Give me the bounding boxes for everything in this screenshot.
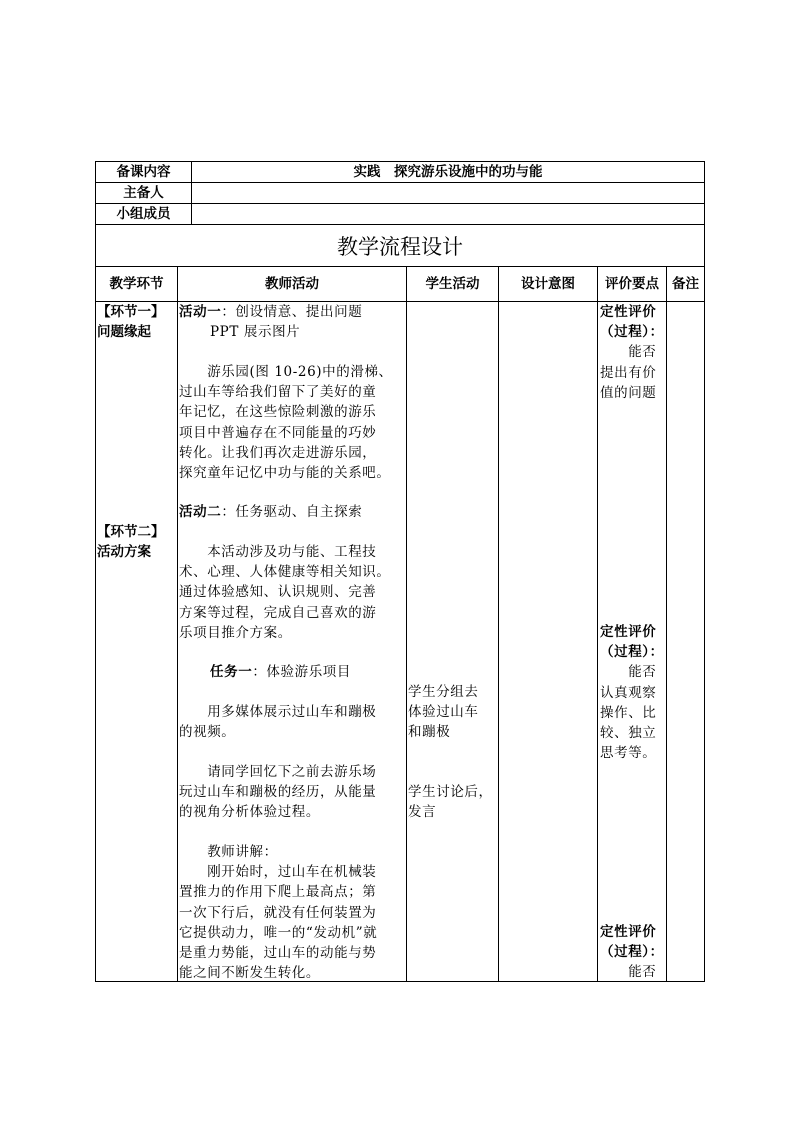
grid-line — [406, 266, 407, 982]
grid-line — [704, 161, 705, 982]
activity-two-paragraph: 本活动涉及功与能、工程技 术、心理、人体健康等相关知识。 通过体验感知、认识规则、完善 方案等过程，完成自己喜欢的游 乐项目推介方案。 — [179, 544, 391, 641]
activity-one-line: PPT 展示图片 — [210, 324, 301, 340]
evaluation-block-three: 定性评价 （过程）： 能否 — [600, 924, 664, 981]
group-members-label: 小组成员 — [116, 206, 171, 222]
section-title: 教学流程设计 — [337, 235, 463, 259]
stage-name: 活动方案 — [97, 544, 151, 560]
column-header: 教师活动 — [265, 276, 319, 292]
teacher-explanation-paragraph: 教师讲解： 刚开始时，过山车在机械装 置推力的作用下爬上最高点；第 一次下行后，就没有任何装置为 它提供动力，唯一的“发动机”就 是重力势能，过山车的动能与势 能之间不断发生转化。 — [179, 844, 378, 982]
grid-line — [597, 266, 598, 982]
column-header: 设计意图 — [521, 276, 575, 292]
stage-tag: 【环节二】 — [97, 524, 165, 540]
evaluation-block-two: 定性评价 （过程）： 能否 认真观察 操作、比 较、独立 思考等。 — [600, 624, 664, 762]
evaluation-block-one: 定性评价 （过程）： 能否 提出有价 值的问题 — [600, 304, 664, 401]
grid-line — [666, 266, 667, 982]
task-one-title: 任务一：体验游乐项目 — [210, 664, 352, 680]
prep-content-value: 实践 探究游乐设施中的功与能 — [353, 164, 543, 180]
stage-tag: 【环节一】 — [97, 304, 165, 320]
column-header: 教学环节 — [109, 276, 164, 292]
multimedia-paragraph: 用多媒体展示过山车和蹦极 的视频。 — [179, 704, 377, 741]
column-header: 评价要点 — [605, 276, 659, 292]
grid-line — [177, 266, 178, 982]
lead-teacher-label: 主备人 — [123, 185, 164, 201]
column-header: 备注 — [672, 276, 699, 292]
student-activity-group-visit: 学生分组去 体验过山车 和蹦极 — [408, 684, 479, 741]
grid-line — [498, 266, 499, 982]
activity-one-paragraph: 游乐园(图 10-26)中的滑梯、 过山车等给我们留下了美好的童 年记忆，在这些惊险刺激的游乐 项目中普遍存在不同能量的巧妙 转化。让我们再次走进游乐园， 探究童年记忆中功与能的关系吧。 — [179, 364, 393, 482]
activity-two-title: 活动二：任务驱动、自主探索 — [179, 504, 363, 520]
grid-line — [95, 266, 705, 267]
student-activity-discussion: 学生讨论后， 发言 — [408, 784, 493, 821]
column-header: 学生活动 — [425, 276, 480, 292]
recall-paragraph: 请同学回忆下之前去游乐场 玩过山车和蹦极的经历，从能量 的视角分析体验过程。 — [179, 764, 377, 821]
prep-content-label: 备课内容 — [116, 164, 171, 180]
grid-line — [95, 224, 705, 225]
stage-name: 问题缘起 — [97, 324, 151, 340]
activity-one-title: 活动一：创设情意、提出问题 — [179, 304, 363, 320]
